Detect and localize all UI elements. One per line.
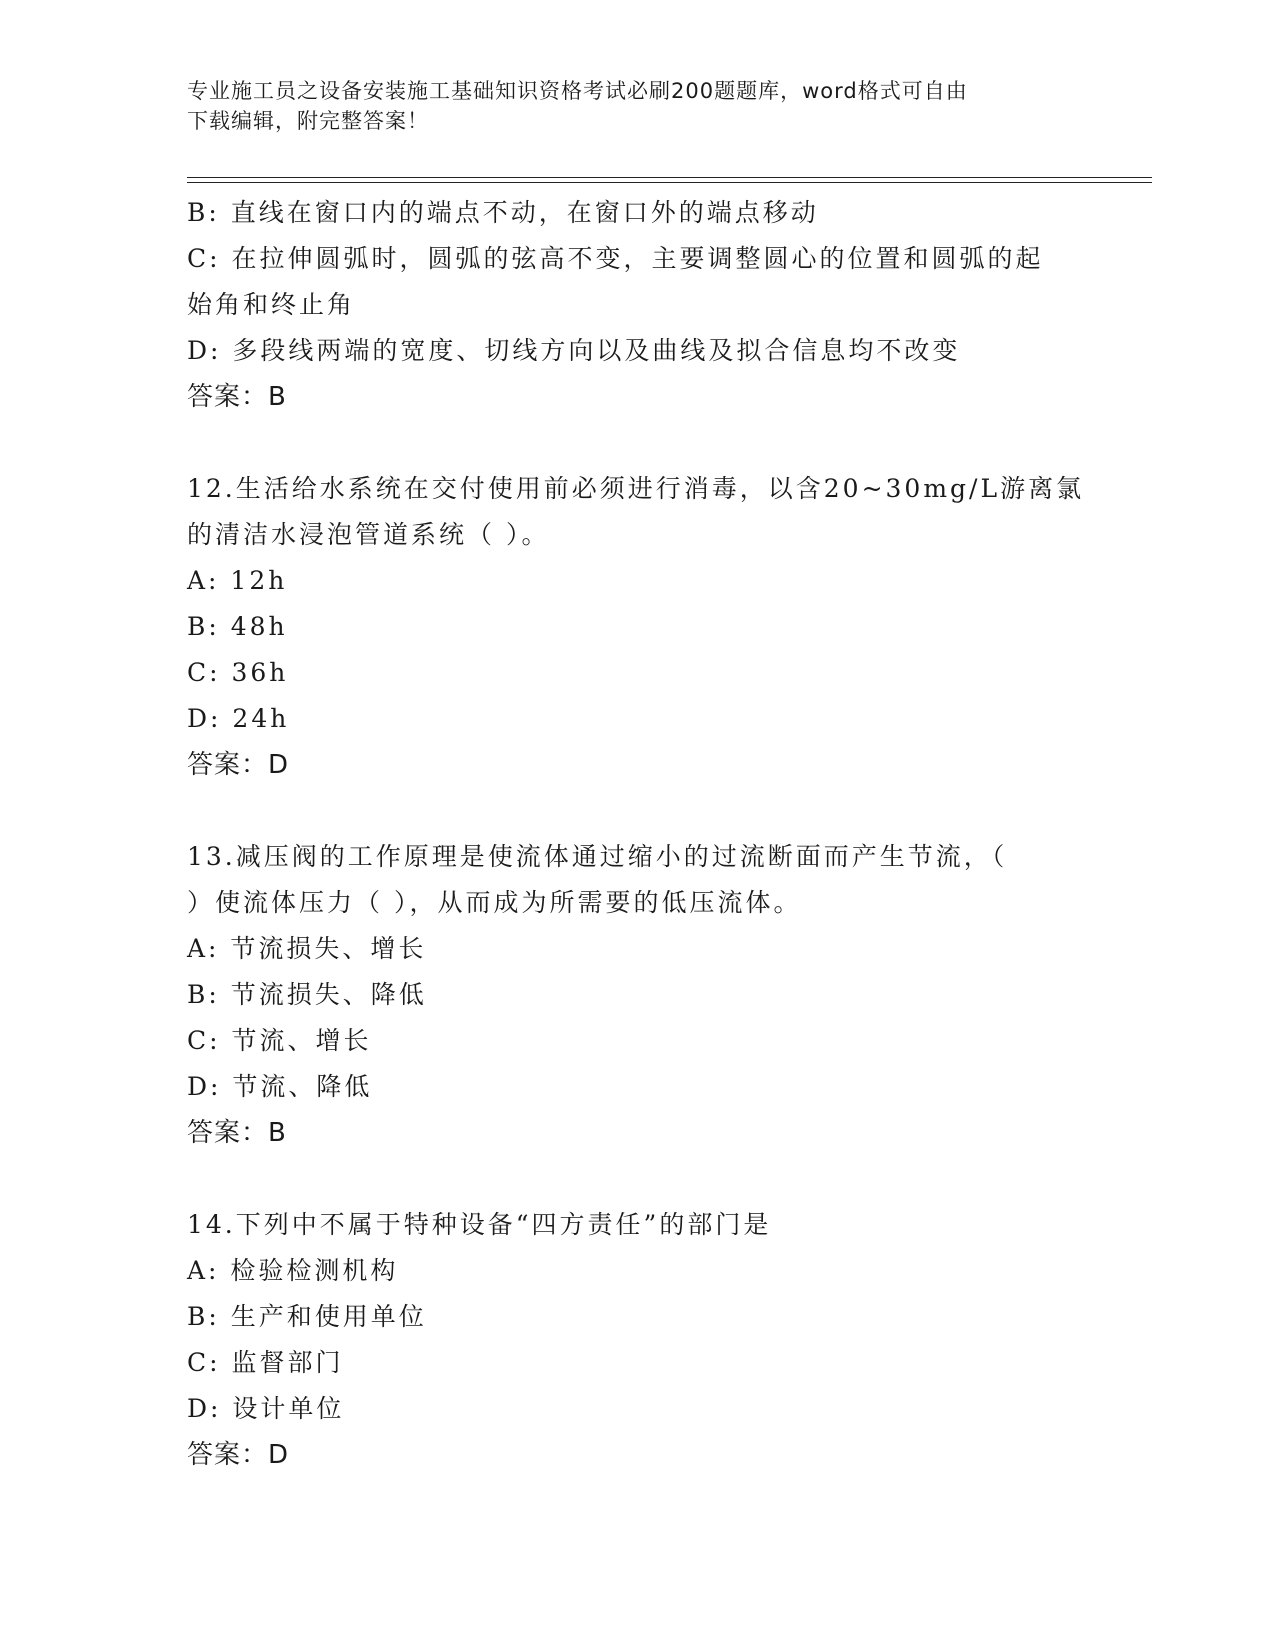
question-stem: 12.生活给水系统在交付使用前必须进行消毒，以含20~30mg/L游离氯 <box>187 474 1085 503</box>
question-stem: 14.下列中不属于特种设备“四方责任”的部门是 <box>187 1210 772 1239</box>
document-header <box>187 76 1087 136</box>
question-stem-continued: ）使流体压力（ ），从而成为所需要的低压流体。 <box>187 888 802 917</box>
header-divider-bottom <box>187 182 1152 183</box>
question-12 <box>187 466 1087 788</box>
option-b: B: 48h <box>187 612 288 641</box>
spacer <box>187 788 1087 834</box>
option-b: B: 节流损失、降低 <box>187 980 427 1009</box>
header-title-line-1: 专业施工员之设备安装施工基础知识资格考试必刷200题题库，word格式可自由 <box>187 79 968 103</box>
spacer <box>187 420 1087 466</box>
question-stem: 13.减压阀的工作原理是使流体通过缩小的过流断面而产生节流，（ <box>187 842 1008 871</box>
header-title-line-2: 下载编辑，附完整答案！ <box>187 109 429 133</box>
question-stem-continued: 的清洁水浸泡管道系统（ ）。 <box>187 520 550 549</box>
answer: 答案：B <box>187 1118 287 1148</box>
option-b: B: 直线在窗口内的端点不动，在窗口外的端点移动 <box>187 198 819 227</box>
option-d: D: 节流、降低 <box>187 1072 373 1101</box>
option-d: D: 设计单位 <box>187 1394 345 1423</box>
answer: 答案：D <box>187 1440 290 1470</box>
option-c: C: 监督部门 <box>187 1348 344 1377</box>
question-list <box>187 190 1087 1478</box>
option-b: B: 生产和使用单位 <box>187 1302 427 1331</box>
question-13 <box>187 834 1087 1156</box>
option-c-continued: 始角和终止角 <box>187 290 356 319</box>
answer: 答案：B <box>187 382 287 412</box>
option-d: D: 多段线两端的宽度、切线方向以及曲线及拟合信息均不改变 <box>187 336 961 365</box>
option-a: A: 12h <box>187 566 288 595</box>
option-c: C: 36h <box>187 658 289 687</box>
answer: 答案：D <box>187 750 290 780</box>
header-divider-top <box>187 177 1152 178</box>
option-a: A: 节流损失、增长 <box>187 934 427 963</box>
option-d: D: 24h <box>187 704 290 733</box>
spacer <box>187 1156 1087 1202</box>
option-c: C: 在拉伸圆弧时，圆弧的弦高不变，主要调整圆心的位置和圆弧的起 <box>187 244 1044 273</box>
question-11-tail <box>187 190 1087 420</box>
option-c: C: 节流、增长 <box>187 1026 372 1055</box>
question-14 <box>187 1202 1087 1478</box>
option-a: A: 检验检测机构 <box>187 1256 399 1285</box>
